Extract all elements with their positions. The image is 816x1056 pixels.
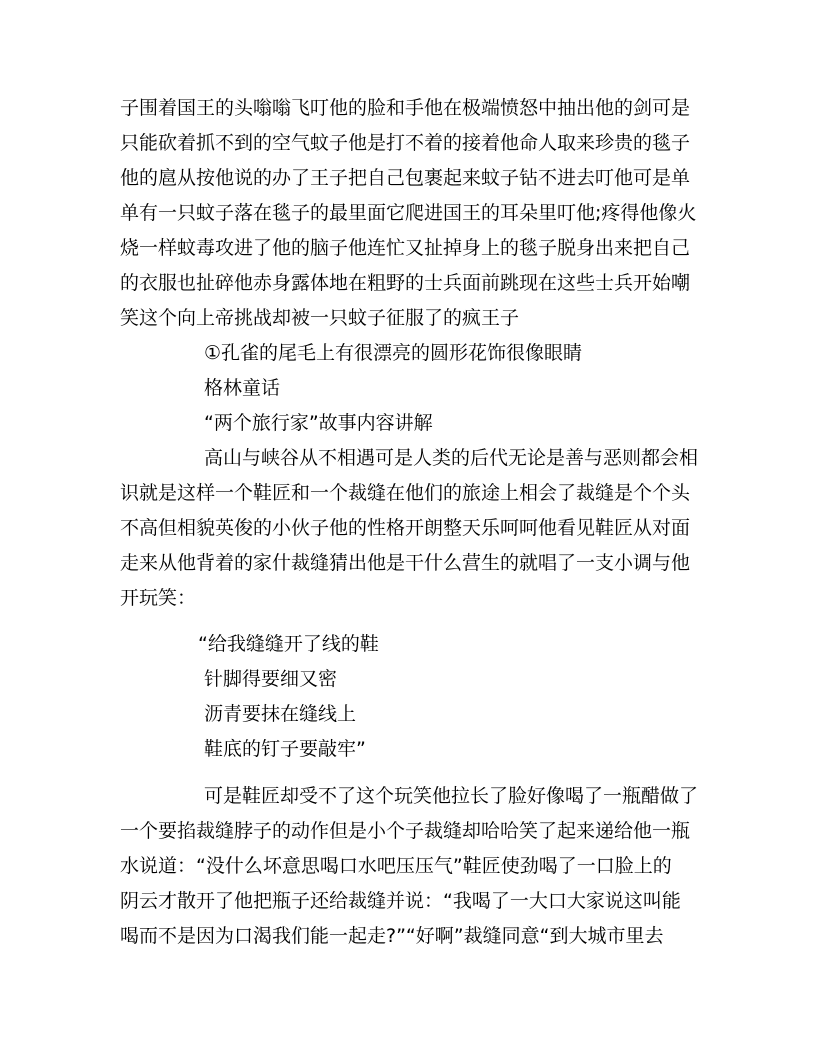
- text-line: 一个要掐裁缝脖子的动作但是小个子裁缝却哈哈笑了起来递给他一瓶: [120, 820, 691, 842]
- song-line: 鞋底的钉子要敲牢”: [204, 738, 366, 760]
- paragraph-start-line: 可是鞋匠却受不了这个玩笑他拉长了脸好像喝了一瓶醋做了: [204, 785, 699, 807]
- text-line: 笑这个向上帝挑战却被一只蚊子征服了的疯王子: [120, 307, 520, 329]
- section-heading: 格林童话: [204, 377, 281, 399]
- text-line: 只能砍着抓不到的空气蚊子他是打不着的接着他命人取来珍贵的毯子: [120, 132, 691, 154]
- footnote-line: ①孔雀的尾毛上有很漂亮的圆形花饰很像眼睛: [204, 342, 583, 364]
- story-title: “两个旅行家”故事内容讲解: [204, 412, 433, 434]
- text-line: 他的扈从按他说的办了王子把自己包裹起来蚊子钻不进去叮他可是单: [120, 167, 691, 189]
- text-line: 识就是这样一个鞋匠和一个裁缝在他们的旅途上相会了裁缝是个个头: [120, 482, 691, 504]
- song-line: 针脚得要细又密: [204, 668, 338, 690]
- text-line: 烧一样蚊毒攻进了他的脑子他连忙又扯掉身上的毯子脱身出来把自己: [120, 237, 691, 259]
- text-line: 的衣服也扯碎他赤身露体地在粗野的士兵面前跳现在这些士兵开始嘲: [120, 272, 691, 294]
- text-line: 子围着国王的头嗡嗡飞叮他的脸和手他在极端愤怒中抽出他的剑可是: [120, 97, 691, 119]
- text-line: 阴云才散开了他把瓶子还给裁缝并说：“我喝了一大口大家说这叫能: [120, 890, 681, 912]
- text-line: 走来从他背着的家什裁缝猜出他是干什么营生的就唱了一支小调与他: [120, 552, 691, 574]
- paragraph-start-line: 高山与峡谷从不相遇可是人类的后代无论是善与恶则都会相: [204, 447, 699, 469]
- text-line: 单有一只蚊子落在毯子的最里面它爬进国王的耳朵里叮他;疼得他像火: [120, 202, 697, 224]
- song-line: 沥青要抹在缝线上: [204, 703, 357, 725]
- text-line: 不高但相貌英俊的小伙子他的性格开朗整天乐呵呵他看见鞋匠从对面: [120, 517, 691, 539]
- text-line: 水说道：“没什么坏意思喝口水吧压压气”鞋匠使劲喝了一口脸上的: [120, 855, 672, 877]
- text-line: 开玩笑：: [120, 587, 197, 609]
- song-line: “给我缝缝开了线的鞋: [198, 633, 379, 655]
- text-line: 喝而不是因为口渴我们能一起走?”“好啊”裁缝同意“到大城市里去: [120, 925, 664, 947]
